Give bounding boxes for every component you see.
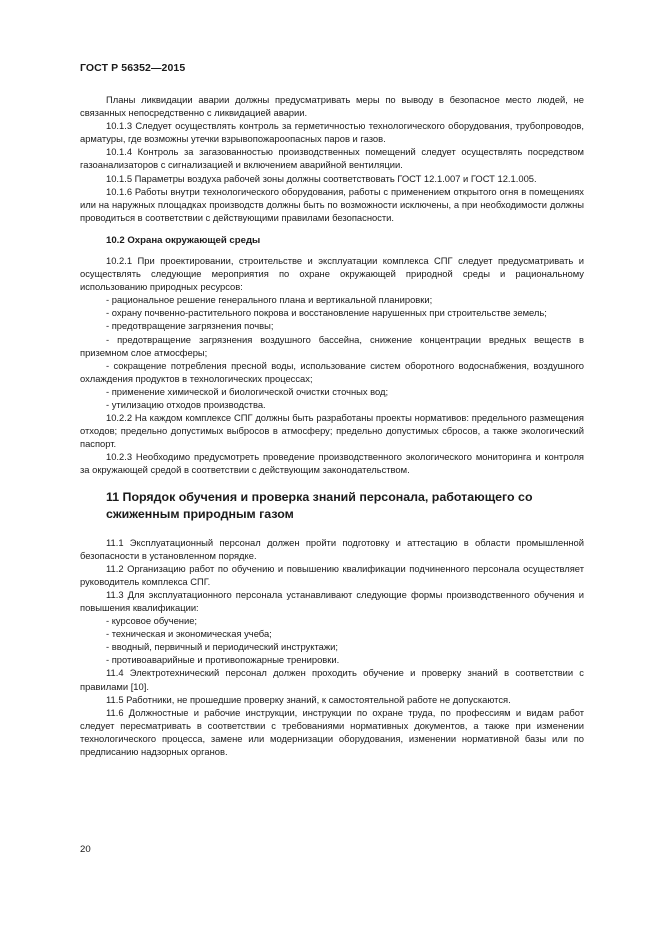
document-header: ГОСТ Р 56352—2015: [80, 62, 186, 74]
list-item: - предотвращение загрязнения воздушного бассейна, снижение концентрации вредных веществ в приземном слое атмосферы;: [80, 333, 584, 358]
section-heading-10-2: 10.2 Охрана окружающей среды: [106, 234, 261, 246]
paragraph-10-1-6: 10.1.6 Работы внутри технологического оборудования, работы с применением открытого огня в помещениях или на наружных площадках производств должны быть по возможности исключены, а при необходимости должны проводиться в соответствии с действующими правилами безопасности.: [80, 185, 584, 223]
paragraph-11-2: 11.2 Организацию работ по обучению и повышению квалификации подчиненного персонала осуществляет руководитель комплекса СПГ.: [80, 562, 584, 587]
section-heading-11: 11 Порядок обучения и проверка знаний персонала, работающего со сжиженным природным газом: [106, 489, 533, 521]
list-item: - курсовое обучение;: [106, 615, 198, 627]
paragraph-11-4: 11.4 Электротехнический персонал должен проходить обучение и проверку знаний в соответствии с правилами [10].: [80, 667, 584, 692]
paragraph-10-1-3: 10.1.3 Следует осуществлять контроль за герметичностью технологического оборудования, трубопроводов, арматуры, где возможны утечки взрывопожароопасных паров и газов.: [80, 120, 584, 145]
list-item: - техническая и экономическая учеба;: [106, 628, 272, 640]
list-item: - противоаварийные и противопожарные тренировки.: [106, 654, 340, 666]
list-item: - охрану почвенно-растительного покрова и восстановление нарушенных при строительстве земель;: [106, 307, 547, 319]
paragraph-11-6: 11.6 Должностные и рабочие инструкции, инструкции по охране труда, по профессиям и видам работ следует пересматривать в соответствии с требованиями нормативных документов, а также при изменении технологического процесса, замене или модернизации оборудования, изменении нормативной базы или по предписанию надзорных органов.: [80, 706, 584, 758]
list-item: - предотвращение загрязнения почвы;: [106, 320, 274, 332]
paragraph-10-2-3: 10.2.3 Необходимо предусмотреть проведение производственного экологического мониторинга и контроля за окружающей средой в соответствии с действующим законодательством.: [80, 451, 584, 476]
paragraph-10-2-2: 10.2.2 На каждом комплексе СПГ должны быть разработаны проекты нормативов: предельного размещения отходов; предельно допустимых выбросов в атмосферу; предельно допустимых сбросов, а также экологический паспорт.: [80, 412, 584, 450]
paragraph-10-1-2-end: Планы ликвидации аварии должны предусматривать меры по выводу в безопасное место людей, не связанных непосредственно с ликвидацией аварии.: [80, 94, 584, 119]
paragraph-11-1: 11.1 Эксплуатационный персонал должен пройти подготовку и аттестацию в области промышленной безопасности в установленном порядке.: [80, 536, 584, 561]
document-body: [80, 93, 584, 758]
paragraph-11-3: 11.3 Для эксплуатационного персонала устанавливают следующие формы производственного обучения и повышения квалификации:: [80, 588, 584, 613]
list-item: - вводный, первичный и периодический инструктажи;: [106, 641, 338, 653]
list-item: - рациональное решение генерального плана и вертикальной планировки;: [106, 294, 433, 306]
list-item: - утилизацию отходов производства.: [106, 398, 266, 410]
paragraph-11-5: 11.5 Работники, не прошедшие проверку знаний, к самостоятельной работе не допускаются.: [106, 693, 511, 705]
paragraph-10-2-1: 10.2.1 При проектировании, строительстве и эксплуатации комплекса СПГ следует предусматривать и осуществлять следующие мероприятия по охране окружающей природной среды и рациональному использованию природных ресурсов:: [80, 254, 584, 293]
list-item: - сокращение потребления пресной воды, использование систем оборотного водоснабжения, воздушного охлаждения продуктов в технологических процессах;: [80, 359, 584, 384]
page-number: 20: [80, 844, 91, 855]
paragraph-10-1-4: 10.1.4 Контроль за загазованностью производственных помещений следует осуществлять посредством газоанализаторов с сигнализацией и включением аварийной вентиляции.: [80, 146, 584, 171]
list-item: - применение химической и биологической очистки сточных вод;: [106, 385, 389, 397]
paragraph-10-1-5: 10.1.5 Параметры воздуха рабочей зоны должны соответствовать ГОСТ 12.1.007 и ГОСТ 12.1.005.: [106, 172, 537, 184]
